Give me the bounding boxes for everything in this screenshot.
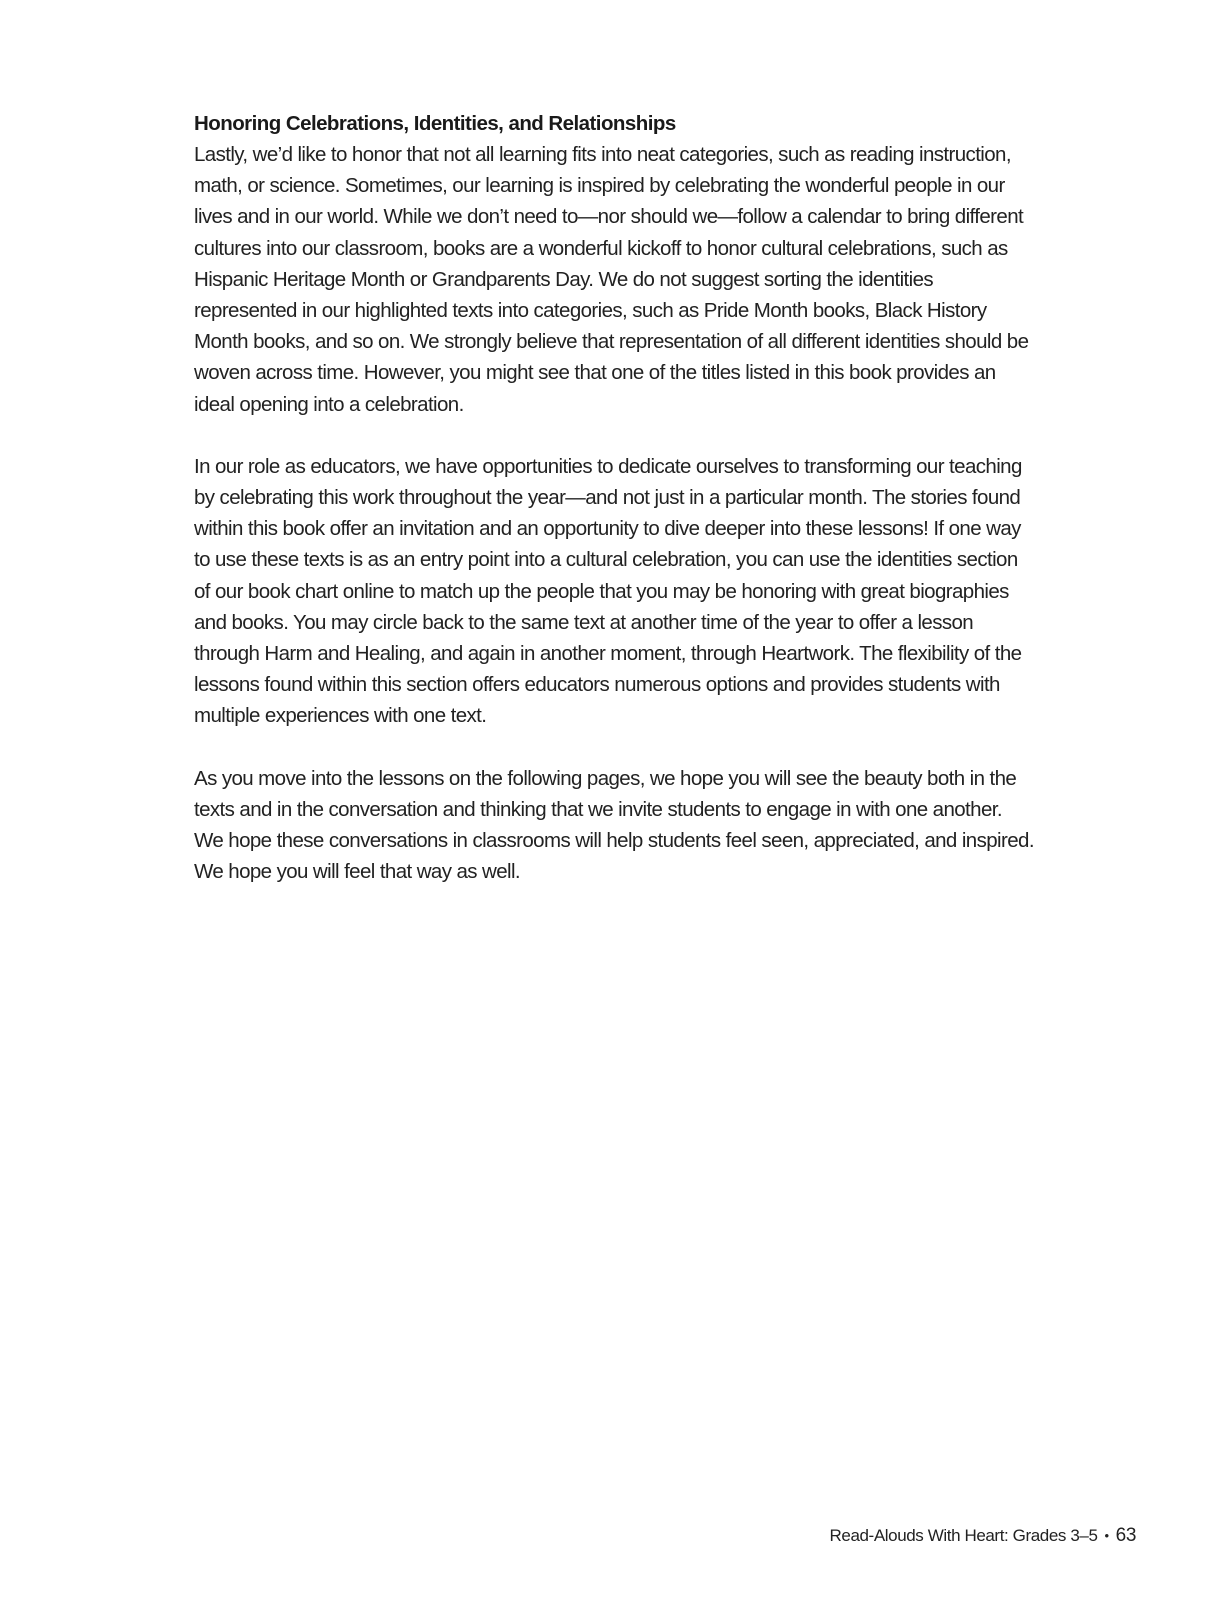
page-number: 63 [1115, 1525, 1136, 1546]
section-heading: Honoring Celebrations, Identities, and Relationships [194, 112, 676, 135]
paragraph-2: In our role as educators, we have opportunities to dedicate ourselves to transforming our teaching by celebrating this work throughout the year—and not just in a particular month. The stories found within this book offer an invitation and an opportunity to dive deeper into these lessons! If one way to use these texts is as an entry point into a cultural celebration, you can use the identities section of our book chart online to match up the people that you may be honoring with great biographies and books. You may circle back to the same text at another time of the year to offer a lesson through Harm and Healing, and again in another moment, through Heartwork. The flexibility of the lessons found within this section offers educators numerous options and provides students with multiple experiences with one text. [194, 454, 1022, 728]
paragraph-1: Lastly, we’d like to honor that not all learning fits into neat categories, such as reading instruction, math, or science. Sometimes, our learning is inspired by celebrating the wonderful people in our lives and in our world. While we don’t need to—nor should we—follow a calendar to bring different cultures into our classroom, books are a wonderful kickoff to honor cultural celebrations, such as Hispanic Heritage Month or Grandparents Day. We do not suggest sorting the identities represented in our highlighted texts into categories, such as Pride Month books, Black History Month books, and so on. We strongly believe that representation of all different identities should be woven across time. However, you might see that one of the titles listed in this book provides an ideal opening into a celebration. [194, 143, 1029, 416]
footer-separator: • [1104, 1528, 1109, 1543]
page-footer [830, 1525, 1136, 1547]
paragraph-3: As you move into the lessons on the following pages, we hope you will see the beauty both in the texts and in the conversation and thinking that we invite students to engage in with one another. We hope these conversations in classrooms will help students feel seen, appreciated, and inspired. We hope you will feel that way as well. [194, 766, 1034, 884]
main-content [194, 108, 1034, 887]
footer-book-title: Read-Alouds With Heart: Grades 3–5 [829, 1526, 1098, 1545]
